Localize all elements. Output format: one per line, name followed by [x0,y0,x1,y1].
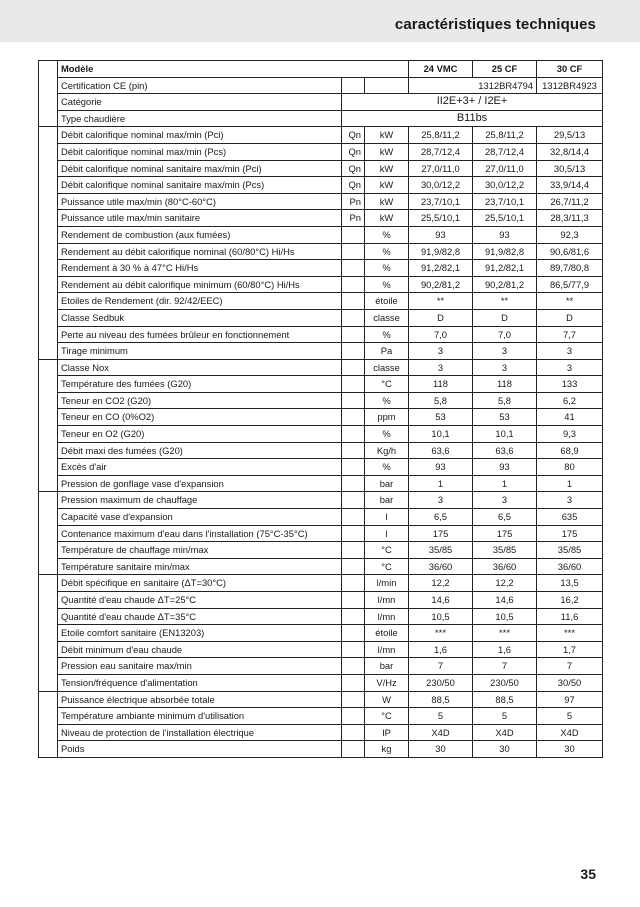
table-row [39,442,603,459]
row-unit: kW [365,127,409,144]
table-row [39,724,603,741]
value-25cf: 53 [473,409,537,426]
value-30cf: 36/60 [537,558,603,575]
column-header: 24 VMC [409,61,473,78]
value-24vmc: 91,2/82,1 [409,260,473,277]
value-30cf: 3 [537,359,603,376]
table-row [39,210,603,227]
row-label: Débit calorifique nominal max/min (Pci) [58,127,342,144]
table-row [39,426,603,443]
row-symbol [342,326,365,343]
row-label: Capacité vase d'expansion [58,509,342,526]
value-24vmc: D [409,309,473,326]
value-24vmc: 25,8/11,2 [409,127,473,144]
value-30cf: 30,5/13 [537,160,603,177]
row-unit: bar [365,492,409,509]
row-symbol: Qn [342,127,365,144]
row-label: Température sanitaire min/max [58,558,342,575]
value-30cf: 97 [537,691,603,708]
row-unit: kW [365,160,409,177]
value-25cf: 28,7/12,4 [473,143,537,160]
table-row [39,475,603,492]
row-label: Puissance électrique absorbée totale [58,691,342,708]
row-symbol [342,658,365,675]
value-30cf: 16,2 [537,592,603,609]
table-row [39,127,603,144]
value-25cf: 93 [473,226,537,243]
table-row [39,558,603,575]
table-row [39,509,603,526]
value-30cf: 11,6 [537,608,603,625]
row-symbol [342,343,365,360]
value-25cf: 3 [473,492,537,509]
page-title: caractéristiques techniques [394,16,596,33]
value-30cf: 29,5/13 [537,127,603,144]
value-30cf: X4D [537,724,603,741]
table-row [39,641,603,658]
value-24vmc: 230/50 [409,674,473,691]
value-30cf: 90,6/81,6 [537,243,603,260]
row-label: Rendement au débit calorifique minimum (60/80°C) Hi/Hs [58,276,342,293]
value-24vmc: 3 [409,492,473,509]
row-label: Température ambiante minimum d'utilisation [58,708,342,725]
value-30cf: 635 [537,509,603,526]
value-25cf: 10,5 [473,608,537,625]
value-25cf: 3 [473,343,537,360]
row-label: Etoiles de Rendement (dir. 92/42/EEC) [58,293,342,310]
value-25cf: 63,6 [473,442,537,459]
value-30cf: 3 [537,343,603,360]
row-symbol [342,459,365,476]
row-label: Température de chauffage min/max [58,542,342,559]
row-symbol [342,226,365,243]
table-row [39,592,603,609]
table-row [39,94,603,111]
row-unit: % [365,392,409,409]
value-25cf: 6,5 [473,509,537,526]
page-number: 35 [580,866,596,882]
value-30cf: 32,8/14,4 [537,143,603,160]
row-unit: étoile [365,293,409,310]
section-label [39,575,58,691]
row-unit: classe [365,359,409,376]
row-label: Rendement à 30 % à 47°C Hi/Hs [58,260,342,277]
row-symbol: Qn [342,177,365,194]
value-30cf: 1 [537,475,603,492]
value-30cf: 28,3/11,3 [537,210,603,227]
value-24vmc: 6,5 [409,509,473,526]
row-symbol [342,243,365,260]
value-24vmc: 118 [409,376,473,393]
value-25cf: 118 [473,376,537,393]
value-24vmc: 63,6 [409,442,473,459]
row-label: Teneur en O2 (G20) [58,426,342,443]
table-row [39,525,603,542]
row-unit: % [365,243,409,260]
row-unit: Kg/h [365,442,409,459]
value-25cf: 10,1 [473,426,537,443]
table-row [39,542,603,559]
row-label: Débit minimum d'eau chaude [58,641,342,658]
row-label: Puissance utile max/min sanitaire [58,210,342,227]
value-24vmc: *** [409,625,473,642]
row-symbol [342,525,365,542]
value-24vmc: 7,0 [409,326,473,343]
value-25cf: 7,0 [473,326,537,343]
section-label [39,61,58,127]
row-label: Teneur en CO (0%O2) [58,409,342,426]
row-symbol [342,359,365,376]
value-30cf: 86,5/77,9 [537,276,603,293]
table-row [39,160,603,177]
value-30cf: 3 [537,492,603,509]
value-30cf: 7 [537,658,603,675]
row-label: Pression maximum de chauffage [58,492,342,509]
section-label [39,359,58,492]
row-unit: l/mn [365,641,409,658]
table-header-row [39,61,603,78]
value-30cf: D [537,309,603,326]
value-25cf: 30,0/12,2 [473,177,537,194]
table-row [39,226,603,243]
row-symbol: Pn [342,210,365,227]
value-25cf: 175 [473,525,537,542]
row-unit: l [365,509,409,526]
row-symbol [342,625,365,642]
value-25cf: 91,9/82,8 [473,243,537,260]
value-24vmc: 1 [409,475,473,492]
row-unit: classe [365,309,409,326]
table-row [39,276,603,293]
value-24vmc: 25,5/10,1 [409,210,473,227]
value-24vmc: 7 [409,658,473,675]
spec-table [38,60,603,758]
row-label: Excès d'air [58,459,342,476]
row-symbol [342,592,365,609]
row-label: Etoile comfort sanitaire (EN13203) [58,625,342,642]
row-unit: % [365,459,409,476]
row-symbol [342,77,365,94]
value-24vmc: 5,8 [409,392,473,409]
value-25cf: 1,6 [473,641,537,658]
row-symbol [342,260,365,277]
merged-value: II2E+3+ / I2E+ [342,94,603,111]
value-25cf: 23,7/10,1 [473,193,537,210]
row-label: Poids [58,741,342,758]
merged-value: B11bs [342,110,603,127]
row-unit: ppm [365,409,409,426]
value-25cf: 30 [473,741,537,758]
value-24vmc: 27,0/11,0 [409,160,473,177]
row-unit: kg [365,741,409,758]
row-label: Quantité d'eau chaude ΔT=35°C [58,608,342,625]
table-row [39,492,603,509]
value-24vmc: 36/60 [409,558,473,575]
row-unit: bar [365,658,409,675]
row-label: Contenance maximum d'eau dans l'installation (75°C-35°C) [58,525,342,542]
value-24vmc: 90,2/81,2 [409,276,473,293]
row-label: Débit maxi des fumées (G20) [58,442,342,459]
table-row [39,409,603,426]
row-symbol [342,641,365,658]
table-row [39,376,603,393]
row-symbol: Pn [342,193,365,210]
row-label: Débit calorifique nominal sanitaire max/min (Pcs) [58,177,342,194]
row-label: Rendement au débit calorifique nominal (60/80°C) Hi/Hs [58,243,342,260]
column-header-model: Modèle [58,61,409,78]
row-symbol [342,509,365,526]
row-label: Pression eau sanitaire max/min [58,658,342,675]
row-unit: Pa [365,343,409,360]
value-25cf: X4D [473,724,537,741]
value-30cf: 175 [537,525,603,542]
row-unit: °C [365,708,409,725]
row-symbol [342,542,365,559]
value-30cf: 6,2 [537,392,603,409]
row-label: Débit calorifique nominal max/min (Pcs) [58,143,342,160]
row-label: Quantité d'eau chaude ΔT=25°C [58,592,342,609]
table-row [39,293,603,310]
value-25cf: 35/85 [473,542,537,559]
table-row [39,243,603,260]
table-row [39,177,603,194]
value-25cf: D [473,309,537,326]
table-row [39,658,603,675]
value-25cf: 88,5 [473,691,537,708]
value-25cf: *** [473,625,537,642]
value-24vmc: 175 [409,525,473,542]
value-25cf: 90,2/81,2 [473,276,537,293]
row-unit: % [365,276,409,293]
row-label: Puissance utile max/min (80°C-60°C) [58,193,342,210]
value-24vmc: 10,5 [409,608,473,625]
column-header: 30 CF [537,61,603,78]
row-unit: l [365,525,409,542]
value-24vmc: 30 [409,741,473,758]
table-row [39,459,603,476]
value-25cf: 1 [473,475,537,492]
value-25cf: 14,6 [473,592,537,609]
value-24vmc: 5 [409,708,473,725]
value-24vmc: X4D [409,724,473,741]
row-label: Débit spécifique en sanitaire (ΔT=30°C) [58,575,342,592]
row-symbol [342,426,365,443]
value-25cf: 3 [473,359,537,376]
value-24vmc: 3 [409,359,473,376]
row-unit [365,77,409,94]
row-unit: % [365,260,409,277]
row-label: Teneur en CO2 (G20) [58,392,342,409]
row-unit: kW [365,210,409,227]
value-30cf: 133 [537,376,603,393]
row-unit: l/min [365,575,409,592]
value-24vmc: 23,7/10,1 [409,193,473,210]
value-25cf: 12,2 [473,575,537,592]
value-30cf: 41 [537,409,603,426]
value-30cf: 35/85 [537,542,603,559]
section-label [39,691,58,757]
value-24vmc: 14,6 [409,592,473,609]
row-label: Débit calorifique nominal sanitaire max/min (Pci) [58,160,342,177]
value-24vmc: 10,1 [409,426,473,443]
value-25cf: 91,2/82,1 [473,260,537,277]
row-label: Niveau de protection de l'installation électrique [58,724,342,741]
value-24vmc: 88,5 [409,691,473,708]
value-25cf: 25,8/11,2 [473,127,537,144]
row-symbol [342,442,365,459]
row-unit: % [365,226,409,243]
row-label: Rendement de combustion (aux fumées) [58,226,342,243]
value-24vmc-25cf: 1312BR4794 [409,77,537,94]
value-24vmc: 3 [409,343,473,360]
row-symbol [342,558,365,575]
table-row [39,691,603,708]
table-row [39,193,603,210]
row-label: Type chaudière [58,110,342,127]
row-label: Classe Sedbuk [58,309,342,326]
value-30cf: *** [537,625,603,642]
value-24vmc: 91,9/82,8 [409,243,473,260]
value-30cf: 30 [537,741,603,758]
table-row [39,392,603,409]
value-30cf: 89,7/80,8 [537,260,603,277]
table-row [39,575,603,592]
row-unit: l/mn [365,608,409,625]
section-label [39,127,58,359]
row-symbol [342,674,365,691]
value-24vmc: 28,7/12,4 [409,143,473,160]
value-24vmc: 93 [409,459,473,476]
table-row [39,343,603,360]
table-row [39,359,603,376]
value-30cf: ** [537,293,603,310]
table-row [39,326,603,343]
row-unit: l/mn [365,592,409,609]
value-30cf: 13,5 [537,575,603,592]
row-symbol [342,309,365,326]
row-unit: kW [365,193,409,210]
table-row [39,260,603,277]
row-unit: °C [365,376,409,393]
row-unit: °C [365,558,409,575]
value-30cf: 30/50 [537,674,603,691]
value-25cf: 25,5/10,1 [473,210,537,227]
table-row [39,309,603,326]
table-row [39,674,603,691]
value-30cf: 5 [537,708,603,725]
row-unit: W [365,691,409,708]
value-24vmc: 35/85 [409,542,473,559]
row-symbol [342,691,365,708]
table-row [39,110,603,127]
row-unit: kW [365,143,409,160]
table-row [39,741,603,758]
table-row [39,143,603,160]
value-25cf: 93 [473,459,537,476]
row-symbol [342,376,365,393]
row-symbol [342,392,365,409]
value-25cf: 5 [473,708,537,725]
value-25cf: 7 [473,658,537,675]
value-25cf: 5,8 [473,392,537,409]
row-unit: V/Hz [365,674,409,691]
value-30cf: 1,7 [537,641,603,658]
value-24vmc: 53 [409,409,473,426]
row-symbol [342,492,365,509]
row-symbol [342,276,365,293]
row-label: Température des fumées (G20) [58,376,342,393]
value-24vmc: 30,0/12,2 [409,177,473,194]
value-25cf: ** [473,293,537,310]
value-30cf: 26,7/11,2 [537,193,603,210]
row-label: Tension/fréquence d'alimentation [58,674,342,691]
value-25cf: 27,0/11,0 [473,160,537,177]
value-30cf: 80 [537,459,603,476]
value-24vmc: 93 [409,226,473,243]
value-24vmc: 12,2 [409,575,473,592]
table-row [39,77,603,94]
row-unit: IP [365,724,409,741]
value-30cf: 1312BR4923 [537,77,603,94]
row-symbol [342,708,365,725]
table-row [39,625,603,642]
value-30cf: 68,9 [537,442,603,459]
row-label: Certification CE (pin) [58,77,342,94]
section-label [39,492,58,575]
row-symbol [342,575,365,592]
row-symbol [342,475,365,492]
table-row [39,608,603,625]
row-unit: bar [365,475,409,492]
row-symbol: Qn [342,160,365,177]
row-unit: °C [365,542,409,559]
row-unit: étoile [365,625,409,642]
value-30cf: 9,3 [537,426,603,443]
row-label: Perte au niveau des fumées brûleur en fonctionnement [58,326,342,343]
row-symbol [342,293,365,310]
value-25cf: 36/60 [473,558,537,575]
row-label: Pression de gonflage vase d'expansion [58,475,342,492]
column-header: 25 CF [473,61,537,78]
value-30cf: 7,7 [537,326,603,343]
row-symbol [342,741,365,758]
value-24vmc: ** [409,293,473,310]
value-24vmc: 1,6 [409,641,473,658]
row-symbol [342,409,365,426]
row-label: Tirage minimum [58,343,342,360]
row-symbol [342,724,365,741]
value-30cf: 92,3 [537,226,603,243]
table-row [39,708,603,725]
row-symbol: Qn [342,143,365,160]
value-25cf: 230/50 [473,674,537,691]
row-unit: % [365,426,409,443]
row-label: Classe Nox [58,359,342,376]
value-30cf: 33,9/14,4 [537,177,603,194]
row-label: Catégorie [58,94,342,111]
row-unit: % [365,326,409,343]
row-unit: kW [365,177,409,194]
row-symbol [342,608,365,625]
